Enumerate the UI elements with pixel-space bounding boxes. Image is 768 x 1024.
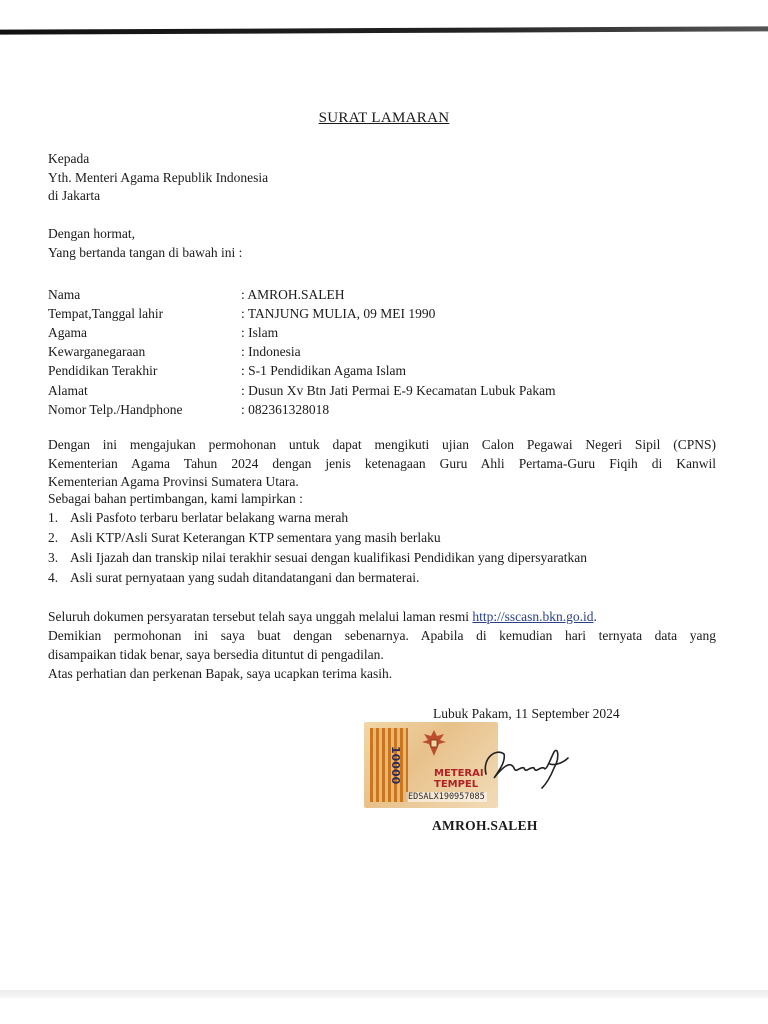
field-label: Agama	[48, 324, 87, 340]
recipient-line: Kepada	[48, 151, 90, 166]
greeting-line: Dengan hormat,	[48, 226, 135, 241]
field-row-phone	[48, 400, 556, 419]
field-label: Kewarganegaraan	[48, 344, 146, 360]
list-item	[48, 550, 587, 570]
field-row-name	[48, 285, 556, 304]
recipient-line: di Jakarta	[48, 188, 101, 203]
attachments-lead: Sebagai bahan pertimbangan, kami lampirkan :	[48, 491, 303, 506]
field-row-education	[48, 362, 556, 381]
stamp-label-line: TEMPEL	[434, 779, 479, 790]
paragraph-line: Dengan ini mengajukan permohonan untuk dapat mengikuti ujian Calon Pegawai Negeri Sipil (CPNS)	[48, 437, 716, 452]
list-item	[48, 510, 587, 530]
paragraph-line: Kementerian Agama Provinsi Sumatera Utara.	[48, 474, 299, 489]
field-row-citizenship	[48, 343, 556, 362]
intro-line: Yang bertanda tangan di bawah ini :	[48, 244, 243, 260]
list-item	[48, 530, 587, 550]
meterai-stamp	[364, 722, 498, 808]
field-value: : Indonesia	[241, 344, 301, 360]
field-label: Alamat	[48, 382, 88, 398]
scan-bottom-edge	[0, 990, 768, 998]
stamp-value: 10000	[389, 746, 402, 785]
list-number: 1.	[48, 510, 59, 525]
list-number: 4.	[48, 570, 59, 585]
list-text: Asli KTP/Asli Surat Keterangan KTP sementara yang masih berlaku	[70, 530, 441, 545]
stamp-label-line: METERAI	[434, 768, 484, 779]
field-value: : S-1 Pendidikan Agama Islam	[241, 363, 406, 379]
list-text: Asli Ijazah dan transkip nilai terakhir sesuai dengan kualifikasi Pendidikan yang dipersyaratkan	[70, 550, 587, 565]
field-row-religion	[48, 323, 556, 342]
place-date: Lubuk Pakam, 11 September 2024	[433, 706, 620, 721]
attachments-list	[48, 510, 587, 590]
list-text: Asli Pasfoto terbaru berlatar belakang warna merah	[70, 510, 349, 525]
field-row-address	[48, 381, 556, 400]
signer-name: AMROH.SALEH	[432, 818, 538, 833]
stamp-label	[434, 768, 484, 790]
list-number: 2.	[48, 530, 59, 545]
list-text: Asli surat pernyataan yang sudah ditandatangani dan bermaterai.	[70, 570, 420, 585]
upload-statement	[48, 607, 716, 626]
thanks-line: Atas perhatian dan perkenan Bapak, saya ucapkan terima kasih.	[48, 666, 393, 681]
statement-line: disampaikan tidak benar, saya bersedia dituntut di pengadilan.	[48, 647, 384, 662]
upload-end: .	[593, 609, 597, 624]
recipient-line: Yth. Menteri Agama Republik Indonesia	[48, 169, 269, 185]
list-number: 3.	[48, 550, 59, 565]
field-value: : AMROH.SALEH	[241, 286, 345, 302]
field-label: Nama	[48, 286, 81, 302]
truth-statement	[48, 626, 716, 664]
application-paragraph	[48, 436, 716, 492]
list-item	[48, 570, 587, 590]
field-value: : Dusun Xv Btn Jati Permai E-9 Kecamatan Lubuk Pakam	[241, 382, 556, 398]
handwritten-signature	[480, 738, 570, 790]
field-label: Pendidikan Terakhir	[48, 363, 158, 379]
field-value: : Islam	[241, 324, 279, 340]
paragraph-line: Kementerian Agama Tahun 2024 dengan jenis ketenagaan Guru Ahli Pertama-Guru Fiqih di Kanwil	[48, 455, 716, 471]
field-label: Tempat,Tanggal lahir	[48, 305, 164, 321]
field-label: Nomor Telp./Handphone	[48, 401, 183, 417]
letter-title: SURAT LAMARAN	[318, 110, 450, 126]
applicant-fields	[48, 285, 556, 419]
sscasn-link[interactable]: http://sscasn.bkn.go.id	[472, 609, 594, 624]
recipient-block	[48, 150, 268, 206]
field-value: : TANJUNG MULIA, 09 MEI 1990	[241, 305, 436, 321]
statement-line: Demikian permohonan ini saya buat dengan sebenarnya. Apabila di kemudian hari ternyata data yang	[48, 628, 716, 643]
greeting-block	[48, 225, 242, 262]
upload-text: Seluruh dokumen persyaratan tersebut telah saya unggah melalui laman resmi	[48, 609, 473, 624]
garuda-emblem-icon	[420, 728, 448, 758]
stamp-serial: EDSALX190957085	[408, 792, 485, 802]
field-value: : 082361328018	[241, 401, 330, 417]
field-row-birth	[48, 304, 556, 323]
